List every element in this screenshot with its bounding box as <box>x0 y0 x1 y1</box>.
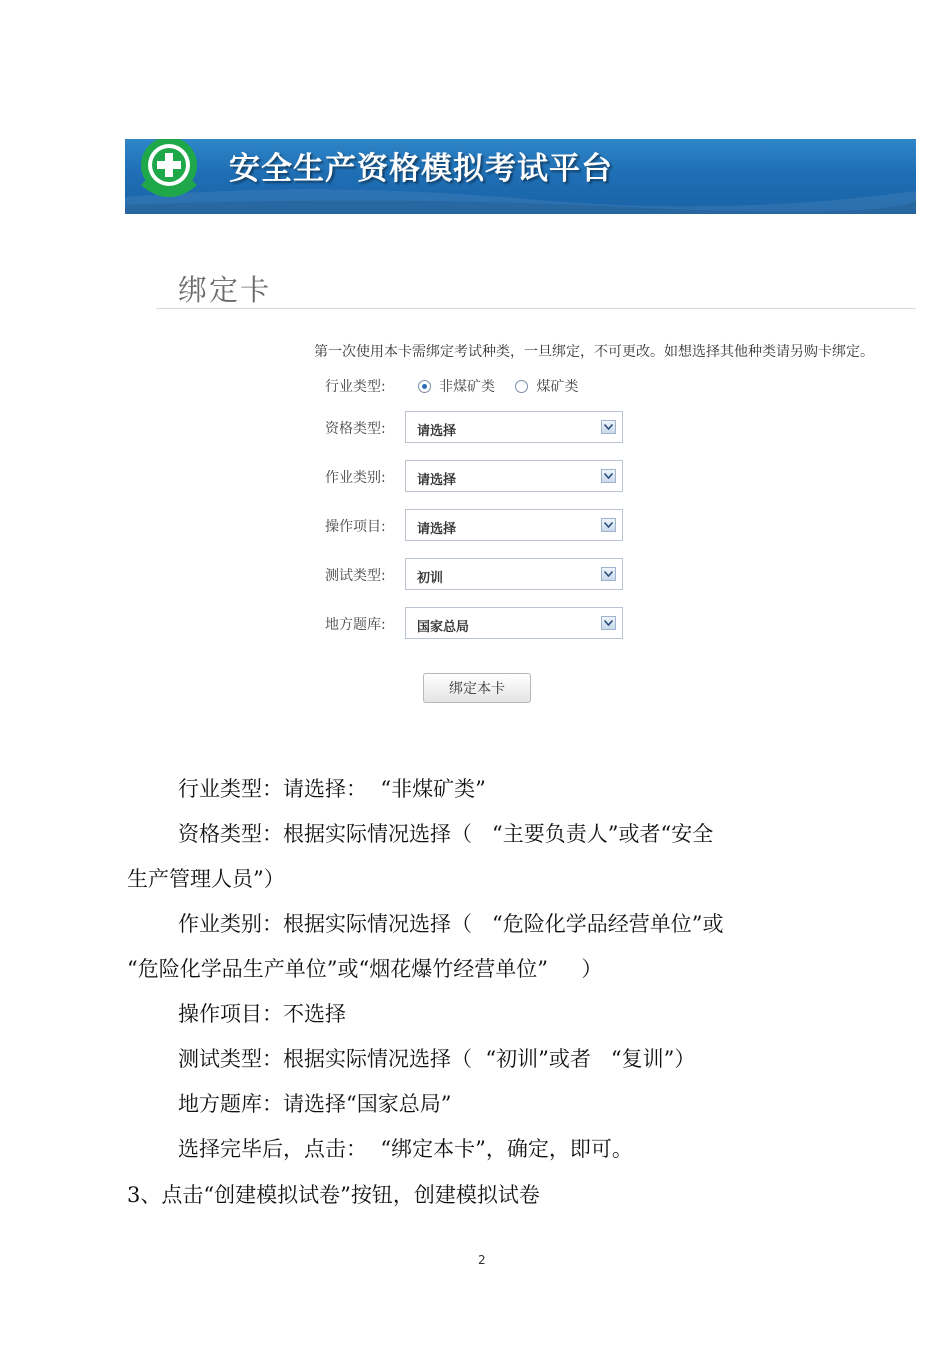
chevron-down-icon[interactable] <box>601 616 616 630</box>
radio-unchecked-icon[interactable] <box>515 380 528 393</box>
chevron-down-icon[interactable] <box>601 469 616 483</box>
banner-title: 安全生产资格模拟考试平台 <box>229 151 613 187</box>
qualification-select-value: 请选择 <box>417 424 457 439</box>
test-type-label: 测试类型: <box>325 568 386 584</box>
question-bank-select[interactable] <box>405 607 623 639</box>
radio-non-coal[interactable] <box>418 379 499 395</box>
chevron-down-icon[interactable] <box>601 567 616 581</box>
radio-checked-icon[interactable] <box>418 380 431 393</box>
instruction-line: 行业类型：请选择： “非煤矿类” <box>178 777 486 801</box>
work-category-select[interactable] <box>405 460 623 492</box>
instruction-line: 地方题库：请选择“国家总局” <box>178 1092 452 1116</box>
safety-cross-logo-icon <box>133 139 203 205</box>
question-bank-select-value: 国家总局 <box>417 620 470 635</box>
qualification-label: 资格类型: <box>325 421 386 437</box>
industry-label: 行业类型: <box>325 379 386 395</box>
section-divider <box>156 308 916 309</box>
chevron-down-icon[interactable] <box>601 420 616 434</box>
industry-radio-group <box>418 376 594 396</box>
instruction-line: 选择完毕后，点击： “绑定本卡”，确定，即可。 <box>178 1137 633 1161</box>
radio-coal-label: 煤矿类 <box>536 379 579 395</box>
work-category-label: 作业类别: <box>325 470 386 486</box>
operation-item-select[interactable] <box>405 509 623 541</box>
instruction-line: 测试类型：根据实际情况选择（ “初训”或者 “复训”） <box>178 1047 696 1071</box>
site-banner <box>125 139 916 214</box>
instruction-line: 作业类别：根据实际情况选择（ “危险化学品经营单位”或 <box>178 912 724 936</box>
page-number: 2 <box>478 1253 486 1267</box>
instruction-line: 操作项目：不选择 <box>178 1002 346 1026</box>
chevron-down-icon[interactable] <box>601 518 616 532</box>
test-type-select[interactable] <box>405 558 623 590</box>
test-type-select-value: 初训 <box>417 571 444 586</box>
radio-coal[interactable] <box>515 379 578 395</box>
operation-item-select-value: 请选择 <box>417 522 457 537</box>
work-category-select-value: 请选择 <box>417 473 457 488</box>
bind-notice: 第一次使用本卡需绑定考试种类，一旦绑定，不可更改。如想选择其他种类请另购卡绑定。 <box>314 344 874 360</box>
instruction-line: 生产管理人员”） <box>127 867 285 891</box>
bind-card-button[interactable]: 绑定本卡 <box>423 673 531 703</box>
question-bank-label: 地方题库: <box>325 617 386 633</box>
section-title: 绑定卡 <box>178 273 272 307</box>
qualification-select[interactable] <box>405 411 623 443</box>
instruction-line: “危险化学品生产单位”或“烟花爆竹经营单位” ） <box>127 957 603 981</box>
instruction-line: 资格类型：根据实际情况选择（ “主要负责人”或者“安全 <box>178 822 714 846</box>
operation-item-label: 操作项目: <box>325 519 386 535</box>
step-heading: 3、点击“创建模拟试卷”按钮，创建模拟试卷 <box>127 1183 540 1207</box>
radio-non-coal-label: 非煤矿类 <box>439 379 495 395</box>
